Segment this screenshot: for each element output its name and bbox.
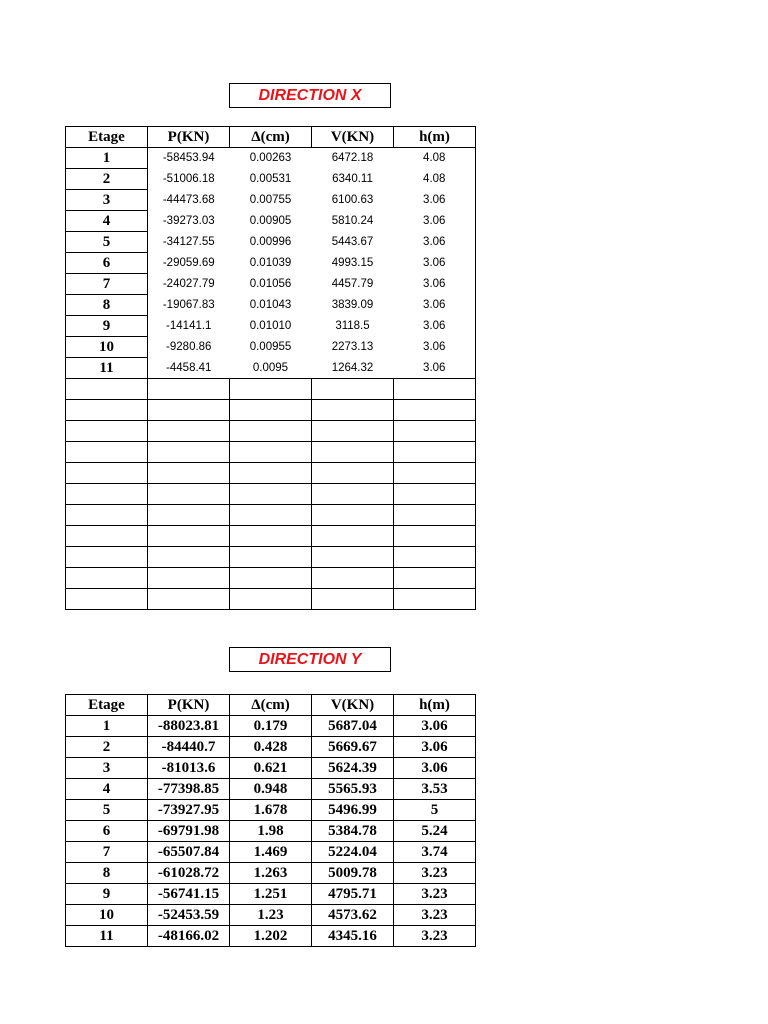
- empty-row: [66, 463, 476, 484]
- empty-cell: [230, 505, 312, 526]
- cell-h: 3.06: [394, 716, 476, 737]
- cell-delta: 0.01043: [249, 299, 292, 311]
- empty-row: [66, 421, 476, 442]
- empty-row: [66, 484, 476, 505]
- table-row: [66, 842, 476, 863]
- cell-etage: 1: [66, 148, 148, 169]
- cell-delta: 1.678: [230, 800, 312, 821]
- cell-delta: 0.948: [230, 779, 312, 800]
- direction-x-table: [65, 126, 476, 610]
- empty-cell: [230, 463, 312, 484]
- cell-etage: 3: [66, 758, 148, 779]
- cell-delta: 1.263: [230, 863, 312, 884]
- cell-h: 3.53: [394, 779, 476, 800]
- cell-v: 5810.24: [331, 215, 374, 227]
- empty-cell: [394, 379, 476, 400]
- empty-cell: [394, 568, 476, 589]
- table-row: [66, 863, 476, 884]
- empty-cell: [148, 589, 230, 610]
- empty-cell: [394, 547, 476, 568]
- cell-etage: 9: [66, 884, 148, 905]
- cell-etage: 9: [66, 316, 148, 337]
- cell-p: -48166.02: [148, 926, 230, 947]
- cell-p: -29059.69: [162, 257, 215, 269]
- header-v: V(KN): [312, 127, 394, 148]
- cell-delta: 0.621: [230, 758, 312, 779]
- empty-cell: [66, 463, 148, 484]
- empty-cell: [66, 421, 148, 442]
- cell-p: -24027.79: [162, 278, 215, 290]
- cell-etage: 10: [66, 905, 148, 926]
- cell-v: 5443.67: [331, 236, 374, 248]
- cell-v: 6340.11: [332, 173, 373, 185]
- cell-etage: 4: [66, 779, 148, 800]
- cell-p: -52453.59: [148, 905, 230, 926]
- empty-row: [66, 505, 476, 526]
- cell-delta: 0.00755: [249, 194, 292, 206]
- direction-y-table: [65, 694, 476, 947]
- empty-row: [66, 442, 476, 463]
- empty-cell: [66, 547, 148, 568]
- header-etage: Etage: [66, 127, 148, 148]
- table-row: [66, 358, 476, 379]
- table-row: [66, 232, 476, 253]
- empty-cell: [230, 484, 312, 505]
- cell-etage: 5: [66, 800, 148, 821]
- empty-cell: [230, 589, 312, 610]
- empty-cell: [394, 400, 476, 421]
- empty-cell: [66, 400, 148, 421]
- empty-cell: [230, 547, 312, 568]
- empty-cell: [148, 400, 230, 421]
- header-h: h(m): [394, 127, 476, 148]
- cell-v: 5687.04: [312, 716, 394, 737]
- direction-y-title: DIRECTION Y: [229, 647, 391, 672]
- empty-cell: [312, 463, 394, 484]
- header-v: V(KN): [312, 695, 394, 716]
- table-row: [66, 821, 476, 842]
- cell-etage: 1: [66, 716, 148, 737]
- empty-cell: [394, 442, 476, 463]
- cell-p: -69791.98: [148, 821, 230, 842]
- cell-v: 4573.62: [312, 905, 394, 926]
- header-delta: Δ(cm): [230, 127, 312, 148]
- empty-cell: [312, 547, 394, 568]
- cell-h: 3.06: [394, 758, 476, 779]
- empty-cell: [312, 484, 394, 505]
- empty-row: [66, 589, 476, 610]
- cell-h: 3.23: [394, 863, 476, 884]
- empty-row: [66, 547, 476, 568]
- cell-delta: 0.01039: [249, 257, 292, 269]
- cell-p: -81013.6: [148, 758, 230, 779]
- cell-delta: 0.00905: [249, 215, 292, 227]
- empty-cell: [148, 379, 230, 400]
- cell-h: 3.74: [394, 842, 476, 863]
- cell-delta: 1.469: [230, 842, 312, 863]
- empty-cell: [230, 568, 312, 589]
- cell-p: -39273.03: [162, 215, 215, 227]
- cell-etage: 11: [66, 358, 148, 379]
- cell-delta: 1.98: [230, 821, 312, 842]
- cell-p: -51006.18: [162, 173, 215, 185]
- table-row: [66, 716, 476, 737]
- direction-x-body: [66, 148, 476, 610]
- header-h: h(m): [394, 695, 476, 716]
- empty-cell: [66, 526, 148, 547]
- empty-cell: [230, 526, 312, 547]
- cell-etage: 4: [66, 211, 148, 232]
- cell-v: 5384.78: [312, 821, 394, 842]
- cell-delta: 0.01010: [249, 320, 292, 332]
- table-row: [66, 274, 476, 295]
- cell-h: 3.23: [394, 884, 476, 905]
- cell-v: 5496.99: [312, 800, 394, 821]
- cell-p: -19067.83: [162, 299, 215, 311]
- header-p: P(KN): [148, 695, 230, 716]
- empty-cell: [312, 421, 394, 442]
- cell-v: 5009.78: [312, 863, 394, 884]
- empty-cell: [312, 568, 394, 589]
- cell-p: -65507.84: [148, 842, 230, 863]
- empty-cell: [66, 442, 148, 463]
- cell-etage: 6: [66, 821, 148, 842]
- cell-h: 5.24: [394, 821, 476, 842]
- cell-h: 3.06: [394, 358, 476, 379]
- cell-delta: 0.00955: [249, 341, 292, 353]
- cell-p: -34127.55: [162, 236, 215, 248]
- cell-delta: 1.23: [230, 905, 312, 926]
- table-row: [66, 337, 476, 358]
- empty-cell: [66, 568, 148, 589]
- empty-cell: [148, 526, 230, 547]
- cell-etage: 3: [66, 190, 148, 211]
- table-row: [66, 148, 476, 169]
- cell-v: 5224.04: [312, 842, 394, 863]
- empty-row: [66, 400, 476, 421]
- empty-cell: [66, 589, 148, 610]
- header-delta: Δ(cm): [230, 695, 312, 716]
- cell-h: 3.06: [394, 232, 476, 253]
- table-row: [66, 779, 476, 800]
- cell-v: 4457.79: [331, 278, 374, 290]
- cell-v: 6472.18: [331, 152, 374, 165]
- empty-cell: [394, 463, 476, 484]
- cell-etage: 5: [66, 232, 148, 253]
- cell-p: -14141.1: [166, 320, 212, 332]
- cell-h: 3.06: [394, 274, 476, 295]
- cell-etage: 2: [66, 737, 148, 758]
- cell-p: -44473.68: [162, 194, 215, 206]
- empty-cell: [230, 379, 312, 400]
- header-p: P(KN): [148, 127, 230, 148]
- table-row: [66, 169, 476, 190]
- cell-p: -61028.72: [148, 863, 230, 884]
- cell-etage: 6: [66, 253, 148, 274]
- cell-h: 3.23: [394, 926, 476, 947]
- empty-cell: [312, 379, 394, 400]
- empty-cell: [148, 547, 230, 568]
- empty-cell: [148, 484, 230, 505]
- empty-cell: [312, 505, 394, 526]
- cell-h: 3.06: [394, 211, 476, 232]
- empty-cell: [230, 442, 312, 463]
- cell-v: 3839.09: [331, 299, 374, 311]
- empty-cell: [312, 400, 394, 421]
- cell-v: 6100.63: [331, 194, 374, 206]
- empty-cell: [66, 379, 148, 400]
- cell-h: 3.23: [394, 905, 476, 926]
- empty-cell: [148, 421, 230, 442]
- header-etage: Etage: [66, 695, 148, 716]
- cell-h: 3.06: [394, 737, 476, 758]
- cell-etage: 7: [66, 842, 148, 863]
- cell-v: 5565.93: [312, 779, 394, 800]
- table-row: [66, 758, 476, 779]
- cell-p: -88023.81: [148, 716, 230, 737]
- cell-delta: 0.01056: [249, 278, 292, 290]
- cell-h: 3.06: [394, 253, 476, 274]
- cell-delta: 0.0095: [252, 361, 289, 374]
- cell-p: -56741.15: [148, 884, 230, 905]
- empty-cell: [312, 442, 394, 463]
- table-row: [66, 737, 476, 758]
- empty-cell: [148, 505, 230, 526]
- cell-v: 4795.71: [312, 884, 394, 905]
- cell-h: 3.06: [394, 316, 476, 337]
- empty-cell: [230, 421, 312, 442]
- cell-p: -84440.7: [148, 737, 230, 758]
- cell-delta: 0.00531: [249, 173, 292, 185]
- cell-v: 1264.32: [331, 361, 374, 374]
- cell-p: -77398.85: [148, 779, 230, 800]
- empty-row: [66, 379, 476, 400]
- cell-v: 4345.16: [312, 926, 394, 947]
- table-row: [66, 800, 476, 821]
- cell-h: 4.08: [394, 148, 476, 169]
- empty-row: [66, 568, 476, 589]
- cell-p: -9280.86: [166, 341, 212, 353]
- empty-cell: [394, 526, 476, 547]
- cell-v: 3118.5: [335, 320, 370, 332]
- cell-v: 4993.15: [331, 257, 374, 269]
- empty-row: [66, 526, 476, 547]
- cell-etage: 2: [66, 169, 148, 190]
- cell-p: -4458.41: [166, 361, 212, 374]
- empty-cell: [394, 589, 476, 610]
- empty-cell: [148, 442, 230, 463]
- cell-delta: 0.179: [230, 716, 312, 737]
- empty-cell: [230, 400, 312, 421]
- empty-cell: [394, 505, 476, 526]
- empty-cell: [312, 526, 394, 547]
- cell-delta: 0.00263: [249, 152, 292, 165]
- cell-etage: 11: [66, 926, 148, 947]
- table-row: [66, 211, 476, 232]
- cell-v: 5624.39: [312, 758, 394, 779]
- table-header-row: [66, 695, 476, 716]
- cell-etage: 10: [66, 337, 148, 358]
- cell-p: -58453.94: [162, 152, 215, 165]
- empty-cell: [148, 568, 230, 589]
- table-row: [66, 316, 476, 337]
- cell-p: -73927.95: [148, 800, 230, 821]
- cell-delta: 1.202: [230, 926, 312, 947]
- cell-h: 3.06: [394, 190, 476, 211]
- table-header-row: [66, 127, 476, 148]
- empty-cell: [66, 505, 148, 526]
- cell-h: 3.06: [394, 337, 476, 358]
- empty-cell: [394, 484, 476, 505]
- cell-h: 3.06: [394, 295, 476, 316]
- cell-v: 5669.67: [312, 737, 394, 758]
- direction-x-title: DIRECTION X: [229, 83, 391, 108]
- cell-delta: 0.00996: [249, 236, 292, 248]
- table-row: [66, 884, 476, 905]
- cell-delta: 1.251: [230, 884, 312, 905]
- empty-cell: [394, 421, 476, 442]
- empty-cell: [66, 484, 148, 505]
- table-row: [66, 190, 476, 211]
- cell-v: 2273.13: [331, 341, 374, 353]
- table-row: [66, 926, 476, 947]
- cell-etage: 8: [66, 295, 148, 316]
- empty-cell: [312, 589, 394, 610]
- cell-etage: 7: [66, 274, 148, 295]
- table-row: [66, 295, 476, 316]
- empty-cell: [148, 463, 230, 484]
- table-row: [66, 253, 476, 274]
- cell-delta: 0.428: [230, 737, 312, 758]
- direction-y-body: [66, 716, 476, 947]
- cell-etage: 8: [66, 863, 148, 884]
- cell-h: 5: [394, 800, 476, 821]
- table-row: [66, 905, 476, 926]
- cell-h: 4.08: [394, 169, 476, 190]
